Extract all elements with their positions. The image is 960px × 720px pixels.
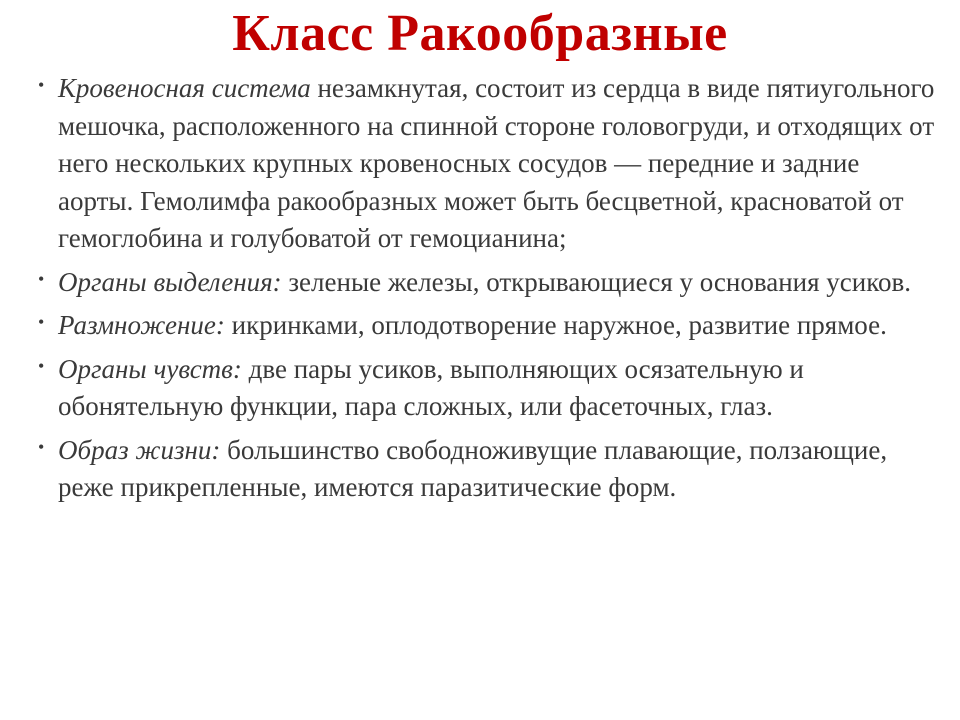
bullet-list <box>38 70 938 513</box>
bullet-dot-icon: • <box>38 75 45 95</box>
bullet-text: две пары усиков, выполняющих осязательную и обонятельную функции, пара сложных, или фасеточных, глаз. <box>58 353 804 421</box>
bullet-dot-icon: • <box>38 312 45 332</box>
bullet-dot-icon: • <box>38 436 45 457</box>
bullet-dot-icon: • <box>38 268 45 289</box>
bullet-item-excretory <box>38 264 938 302</box>
bullet-item-reproduction <box>38 307 938 345</box>
bullet-term: Органы чувств: <box>58 353 242 384</box>
bullet-term: Размножение: <box>58 310 225 340</box>
bullet-item-circulatory <box>38 70 938 258</box>
bullet-dot-icon: • <box>38 355 45 376</box>
bullet-term: Кровеносная система <box>58 73 311 103</box>
bullet-item-lifestyle <box>38 432 938 507</box>
bullet-text: большинство свободноживущие плавающие, ползающие, реже прикрепленные, имеются паразитические форм. <box>58 434 888 502</box>
bullet-text: икринками, оплодотворение наружное, развитие прямое. <box>224 310 887 340</box>
bullet-text: зеленые железы, открывающиеся у основания усиков. <box>281 266 911 297</box>
slide-title: Класс Ракообразные <box>232 5 728 62</box>
bullet-item-senses <box>38 351 938 426</box>
bullet-text: незамкнутая, состоит из сердца в виде пятиугольного мешочка, расположенного на спинной стороне головогруди, и отходящих от него нескольких крупных кровеносных сосудов — передние и задние аорты. Гемолимфа ракообразных может быть бесцветной, красноватой от гемоглобина и голубоватой от гемоцианина; <box>58 73 935 253</box>
bullet-term: Образ жизни: <box>58 434 221 465</box>
bullet-term: Органы выделения: <box>58 266 282 297</box>
